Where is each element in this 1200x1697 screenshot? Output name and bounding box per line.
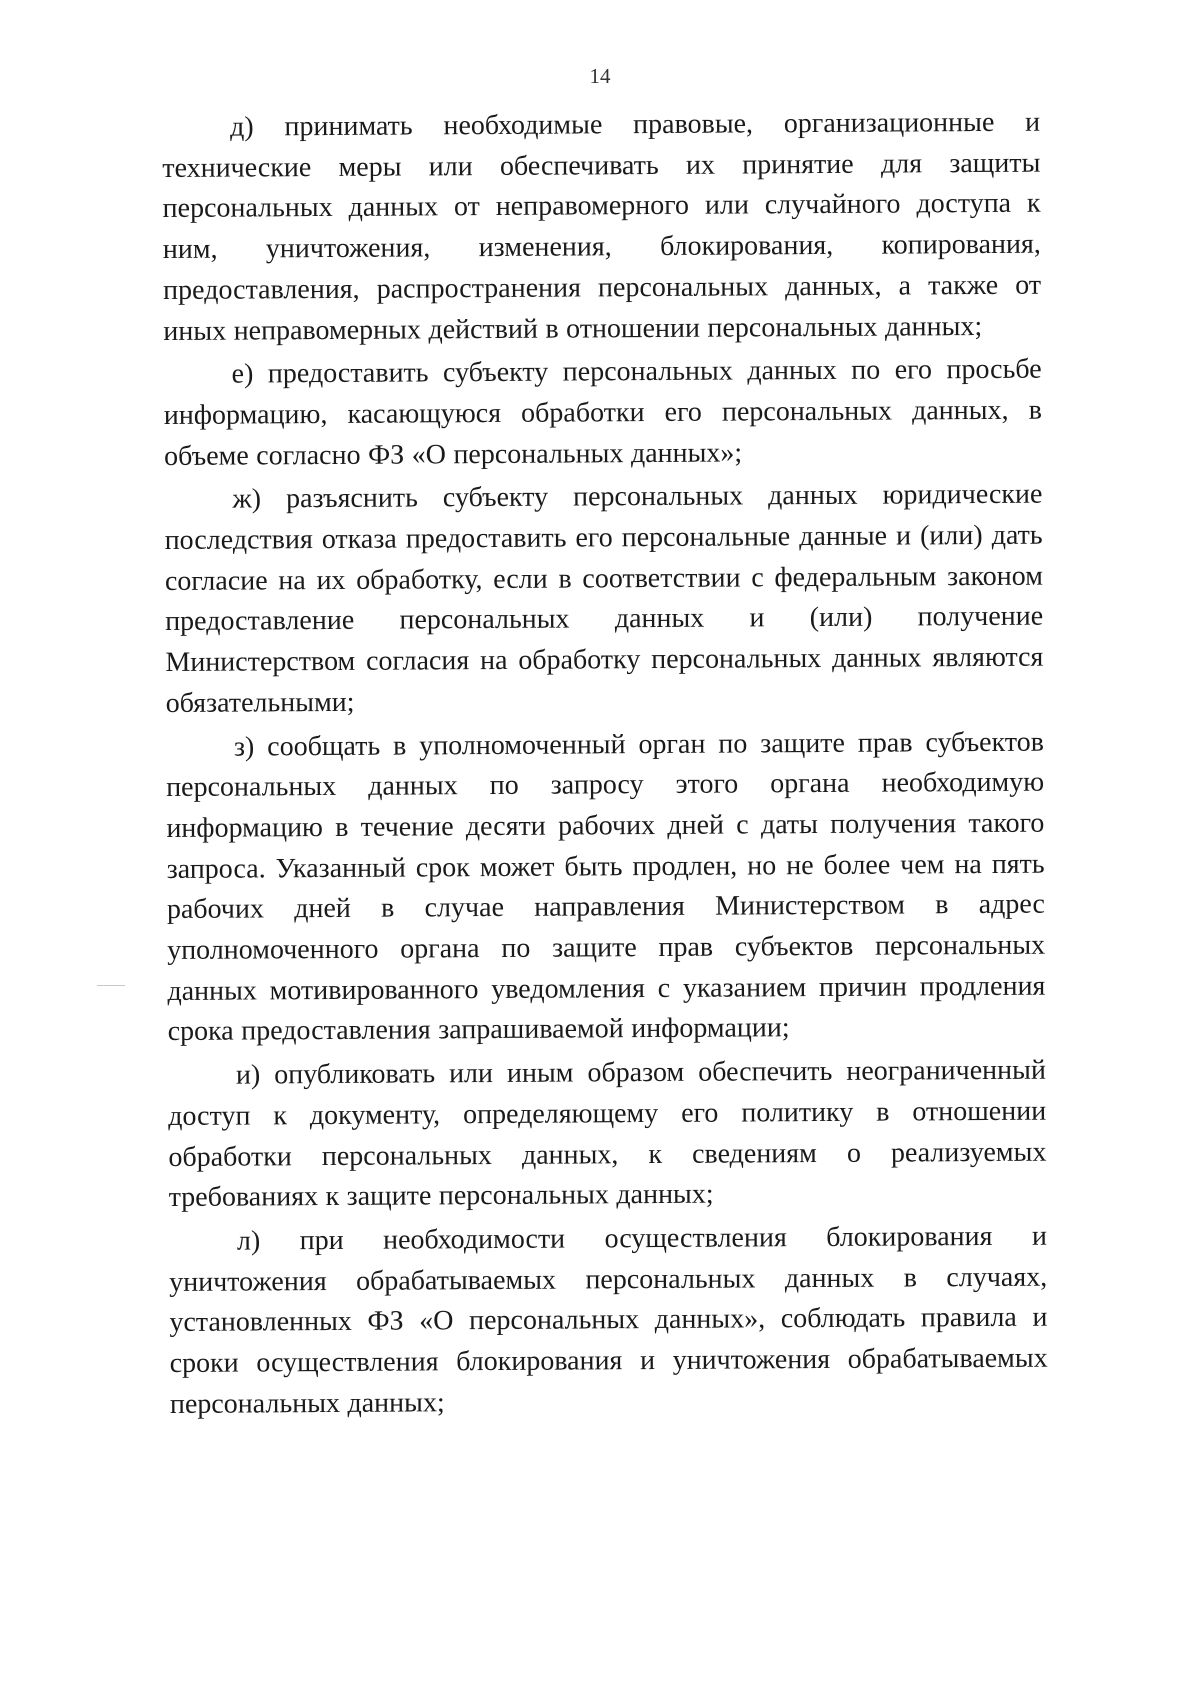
document-body (162, 103, 1048, 1429)
paragraph-i: и) опубликовать или иным образом обеспечить неограниченный доступ к документу, определяющему его политику в отношении обработки персональных данных, к сведениям о реализуемых требованиях к защите персональных данных; (168, 1054, 1047, 1214)
paragraph-e: е) предоставить субъекту персональных данных по его просьбе информацию, касающуюся обработки его персональных данных, в объеме согласно ФЗ «О персональных данных»; (163, 353, 1042, 472)
page-number: 14 (589, 64, 611, 88)
scan-artifact (97, 985, 125, 986)
paragraph-l: л) при необходимости осуществления блокирования и уничтожения обрабатываемых персональных данных в случаях, установленных ФЗ «О персональных данных», соблюдать правила и сроки осуществления блокирования и уничтожения обрабатываемых персональных данных; (169, 1220, 1048, 1420)
paragraph-z: з) сообщать в уполномоченный орган по защите прав субъектов персональных данных по запросу этого органа необходимую информацию в течение десяти рабочих дней с даты получения такого запроса. Указанный срок может быть продлен, но не более чем на пять рабочих дней в случае направления Министерством в адрес уполномоченного органа по защите прав субъектов персональных данных мотивированного уведомления с указанием причин продления срока предоставления запрашиваемой информации; (166, 726, 1046, 1048)
paragraph-d: д) принимать необходимые правовые, организационные и технические меры или обеспечивать их принятие для защиты персональных данных от неправомерного или случайного доступа к ним, уничтожения, изменения, блокирования, копирования, предоставления, распространения персональных данных, а также от иных неправомерных действий в отношении персональных данных; (162, 106, 1042, 347)
paragraph-zh: ж) разъяснить субъекту персональных данных юридические последствия отказа предоставить его персональные данные и (или) дать согласие на их обработку, если в соответствии с федеральным законом предоставление персональных данных и (или) получение Министерством согласия на обработку персональных данных являются обязательными; (164, 478, 1044, 719)
